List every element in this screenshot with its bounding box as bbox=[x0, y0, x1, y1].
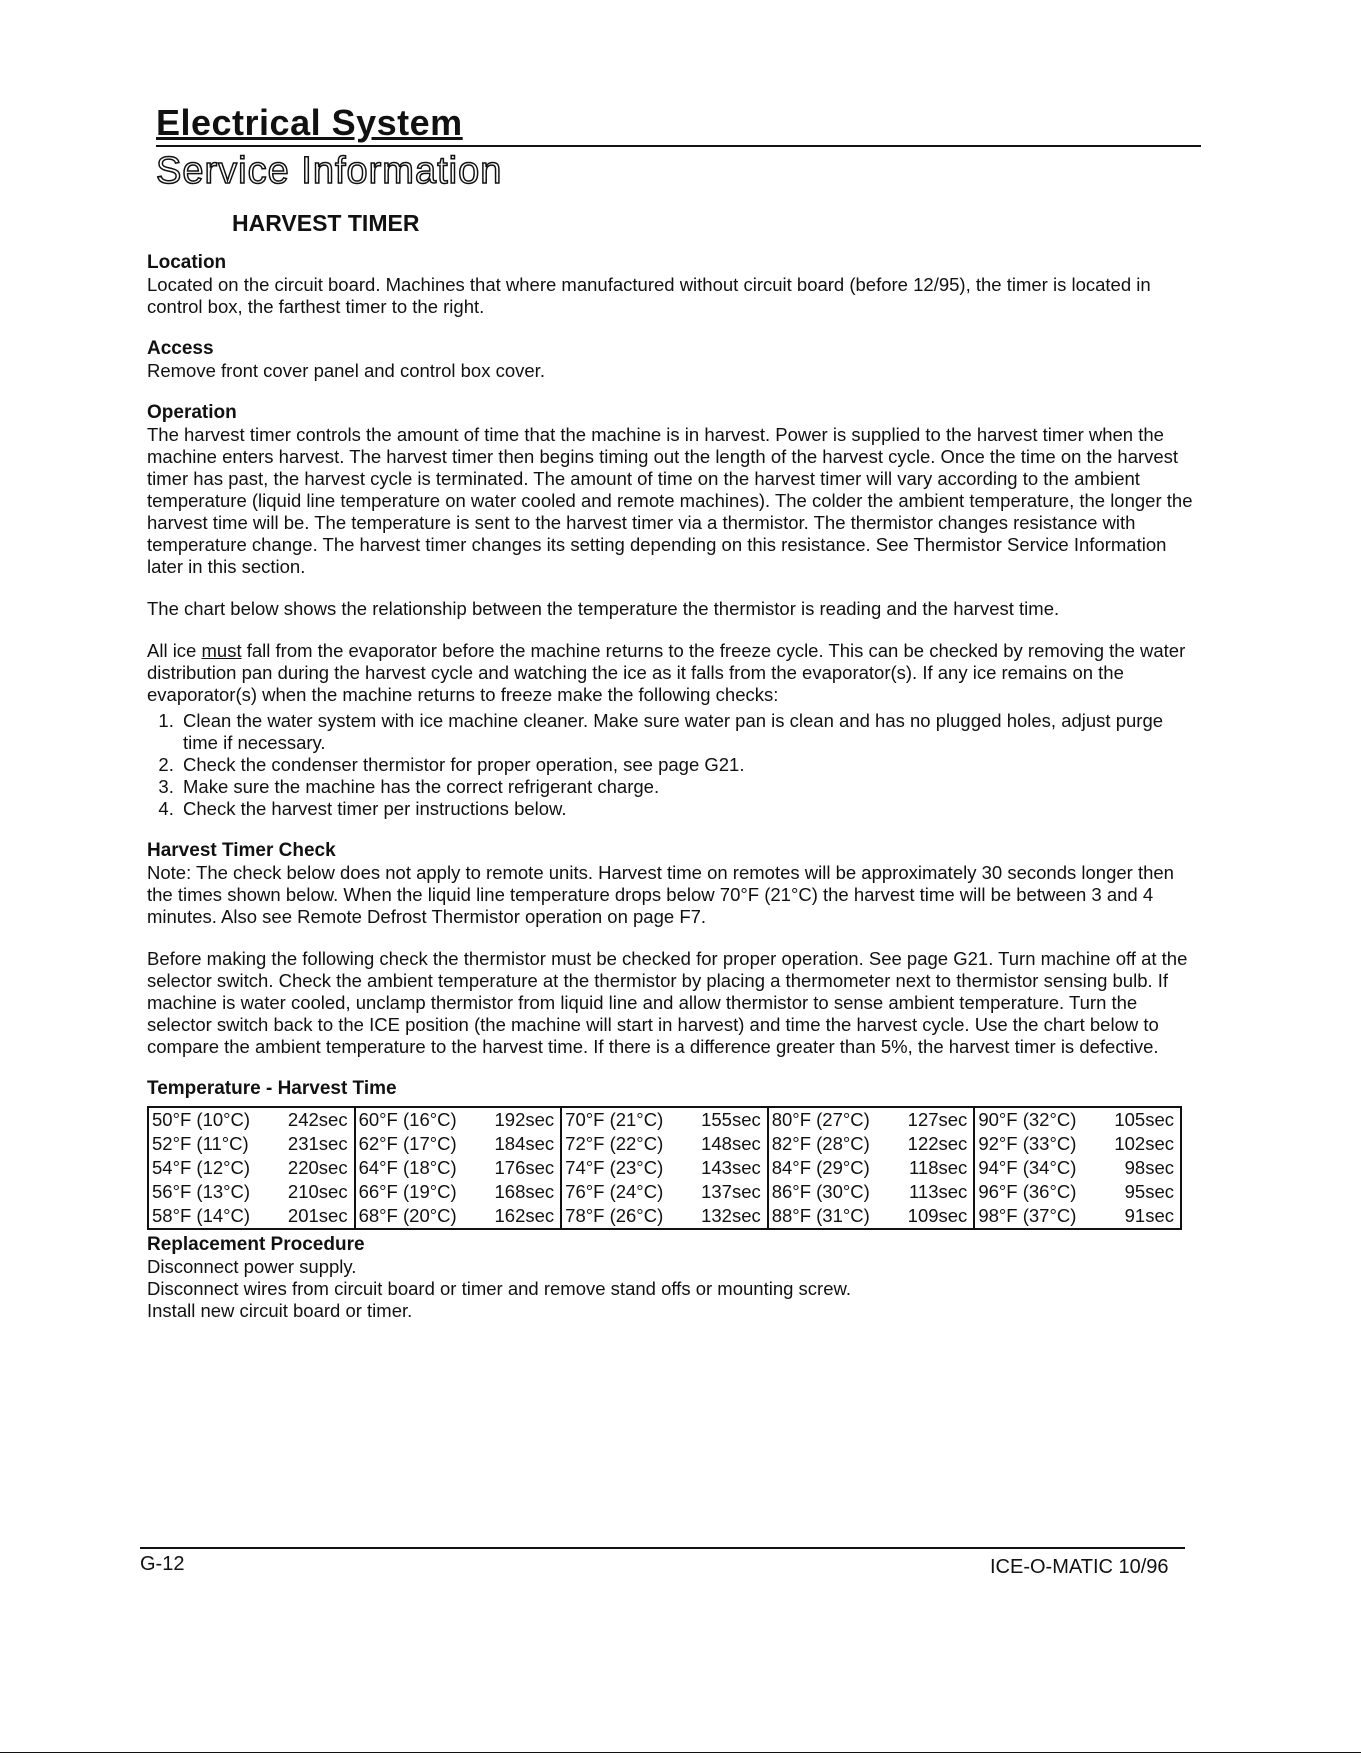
harvest-time-cell: 127sec bbox=[892, 1107, 974, 1132]
harvest-time-cell: 109sec bbox=[892, 1204, 974, 1229]
harvest-time-cell: 143sec bbox=[685, 1156, 767, 1180]
temperature-cell: 86°F (30°C) bbox=[771, 1181, 870, 1202]
page-header bbox=[156, 103, 1201, 143]
harvest-check-label: Harvest Timer Check bbox=[147, 840, 336, 861]
table-row bbox=[148, 1156, 1181, 1180]
table-label: Temperature - Harvest Time bbox=[147, 1078, 397, 1099]
harvest-time-cell: 155sec bbox=[685, 1107, 767, 1132]
chart-note: The chart below shows the relationship between the temperature the thermistor is reading and the harvest time. bbox=[147, 598, 1060, 619]
location-text: Located on the circuit board. Machines that where manufactured without circuit board (before 12/95), the timer is located in control box, the farthest timer to the right. bbox=[147, 274, 1151, 317]
ice-text-start: All ice bbox=[147, 640, 202, 661]
harvest-time-cell: 192sec bbox=[479, 1107, 561, 1132]
temperature-cell: 82°F (28°C) bbox=[771, 1133, 870, 1154]
harvest-check-procedure: Before making the following check the thermistor must be checked for proper operation. See page G21. Turn machine off at the selector switch. Check the ambient temperature at the thermistor by placing a thermometer next to thermistor sensing bulb. If machine is water cooled, unclamp thermistor from liquid line and allow thermistor to sense ambient temperature. Turn the selector switch back to the ICE position (the machine will start in harvest) and time the harvest cycle. Use the chart below to compare the ambient temperature to the harvest time. If there is a difference greater than 5%, the harvest timer is defective. bbox=[147, 948, 1188, 1057]
temperature-cell: 84°F (29°C) bbox=[771, 1157, 870, 1178]
temperature-cell: 54°F (12°C) bbox=[152, 1157, 251, 1178]
ice-text-end: fall from the evaporator before the machine returns to the freeze cycle. This can be checked by removing the water distribution pan during the harvest cycle and watching the ice as it falls from the evaporator(s). If any ice remains on the evaporator(s) when the machine returns to freeze make the following checks: bbox=[147, 640, 1186, 705]
harvest-time-cell: 122sec bbox=[892, 1132, 974, 1156]
harvest-time-cell: 102sec bbox=[1114, 1133, 1174, 1154]
temperature-cell: 74°F (23°C) bbox=[565, 1157, 664, 1178]
footer-rule bbox=[140, 1547, 1185, 1549]
page-title: Electrical System bbox=[156, 102, 463, 143]
ice-must-emphasis: must bbox=[201, 640, 242, 661]
harvest-time-cell: 132sec bbox=[685, 1204, 767, 1229]
check-item: 2. Check the condenser thermistor for proper operation, see page G21. bbox=[179, 754, 1197, 776]
temperature-cell: 60°F (16°C) bbox=[358, 1109, 457, 1130]
harvest-check-note: Note: The check below does not apply to remote units. Harvest time on remotes will be approximately 30 seconds longer then the times shown below. When the liquid line temperature drops below 70°F (21°C) the harvest time will be between 3 and 4 minutes. Also see Remote Defrost Thermistor operation on page F7. bbox=[147, 862, 1174, 927]
harvest-time-cell: 113sec bbox=[892, 1180, 974, 1204]
harvest-time-cell: 231sec bbox=[272, 1132, 354, 1156]
location-label: Location bbox=[147, 252, 227, 273]
temperature-cell: 92°F (33°C) bbox=[978, 1133, 1077, 1154]
checks-list bbox=[147, 710, 1197, 820]
harvest-time-cell: 105sec bbox=[1114, 1109, 1174, 1130]
temperature-cell: 68°F (20°C) bbox=[358, 1205, 457, 1226]
temperature-cell: 96°F (36°C) bbox=[978, 1181, 1077, 1202]
temperature-cell: 66°F (19°C) bbox=[358, 1181, 457, 1202]
harvest-time-cell: 242sec bbox=[272, 1107, 354, 1132]
temperature-cell: 90°F (32°C) bbox=[978, 1109, 1077, 1130]
harvest-time-cell: 162sec bbox=[479, 1204, 561, 1229]
temperature-cell: 94°F (34°C) bbox=[978, 1157, 1077, 1178]
temperature-cell: 50°F (10°C) bbox=[152, 1109, 251, 1130]
access-text: Remove front cover panel and control box cover. bbox=[147, 360, 545, 381]
temperature-cell: 72°F (22°C) bbox=[565, 1133, 664, 1154]
harvest-time-cell: 220sec bbox=[272, 1156, 354, 1180]
operation-text: The harvest timer controls the amount of time that the machine is in harvest. Power is supplied to the harvest timer when the machine enters harvest. The harvest timer then begins timing out the length of the harvest cycle. Once the time on the harvest timer has past, the harvest cycle is terminated. The amount of time on the harvest timer will vary according to the ambient temperature (liquid line temperature on water cooled and remote machines). The colder the ambient temperature, the longer the harvest time will be. The temperature is sent to the harvest timer via a thermistor. The thermistor changes resistance with temperature change. The harvest timer changes its setting depending on this resistance. See Thermistor Service Information later in this section. bbox=[147, 424, 1193, 577]
harvest-time-cell: 95sec bbox=[1124, 1181, 1174, 1202]
temperature-cell: 76°F (24°C) bbox=[565, 1181, 664, 1202]
check-item: 3. Make sure the machine has the correct refrigerant charge. bbox=[179, 776, 1197, 798]
temperature-cell: 58°F (14°C) bbox=[152, 1205, 251, 1226]
temperature-cell: 98°F (37°C) bbox=[978, 1205, 1077, 1226]
harvest-time-cell: 201sec bbox=[272, 1204, 354, 1229]
harvest-time-cell: 176sec bbox=[479, 1156, 561, 1180]
scan-edge-line bbox=[0, 1752, 1361, 1753]
page-number: G-12 bbox=[140, 1553, 185, 1575]
harvest-time-cell: 137sec bbox=[685, 1180, 767, 1204]
replacement-step: Install new circuit board or timer. bbox=[147, 1300, 413, 1321]
temperature-cell: 78°F (26°C) bbox=[565, 1205, 664, 1226]
operation-label: Operation bbox=[147, 402, 237, 423]
check-item: 1. Clean the water system with ice machine cleaner. Make sure water pan is clean and has no plugged holes, adjust purge time if necessary. bbox=[179, 710, 1197, 754]
ice-check-text bbox=[147, 640, 1197, 706]
footer-brand: ICE-O-MATIC 10/96 bbox=[990, 1556, 1169, 1578]
table-row bbox=[148, 1204, 1181, 1229]
page-subtitle: Service Information bbox=[156, 150, 503, 192]
temperature-cell: 62°F (17°C) bbox=[358, 1133, 457, 1154]
harvest-time-cell: 118sec bbox=[892, 1156, 974, 1180]
temperature-cell: 80°F (27°C) bbox=[771, 1109, 870, 1130]
table-row bbox=[148, 1132, 1181, 1156]
access-label: Access bbox=[147, 338, 214, 359]
replacement-step: Disconnect power supply. bbox=[147, 1256, 357, 1277]
temperature-cell: 52°F (11°C) bbox=[152, 1133, 249, 1154]
replacement-step: Disconnect wires from circuit board or timer and remove stand offs or mounting screw. bbox=[147, 1278, 851, 1299]
temperature-harvest-table bbox=[147, 1106, 1182, 1230]
temperature-cell: 64°F (18°C) bbox=[358, 1157, 457, 1178]
harvest-time-cell: 184sec bbox=[479, 1132, 561, 1156]
table-row bbox=[148, 1180, 1181, 1204]
content-body bbox=[147, 252, 1197, 1322]
harvest-time-cell: 168sec bbox=[479, 1180, 561, 1204]
temperature-cell: 56°F (13°C) bbox=[152, 1181, 251, 1202]
check-item: 4. Check the harvest timer per instructions below. bbox=[179, 798, 1197, 820]
harvest-time-cell: 210sec bbox=[272, 1180, 354, 1204]
harvest-time-cell: 148sec bbox=[685, 1132, 767, 1156]
section-title: HARVEST TIMER bbox=[232, 210, 420, 236]
harvest-time-cell: 91sec bbox=[1124, 1205, 1174, 1226]
table-row bbox=[148, 1107, 1181, 1132]
temperature-cell: 70°F (21°C) bbox=[565, 1109, 664, 1130]
replacement-label: Replacement Procedure bbox=[147, 1234, 365, 1255]
temperature-cell: 88°F (31°C) bbox=[771, 1205, 870, 1226]
header-rule bbox=[156, 145, 1201, 147]
harvest-time-cell: 98sec bbox=[1124, 1157, 1174, 1178]
